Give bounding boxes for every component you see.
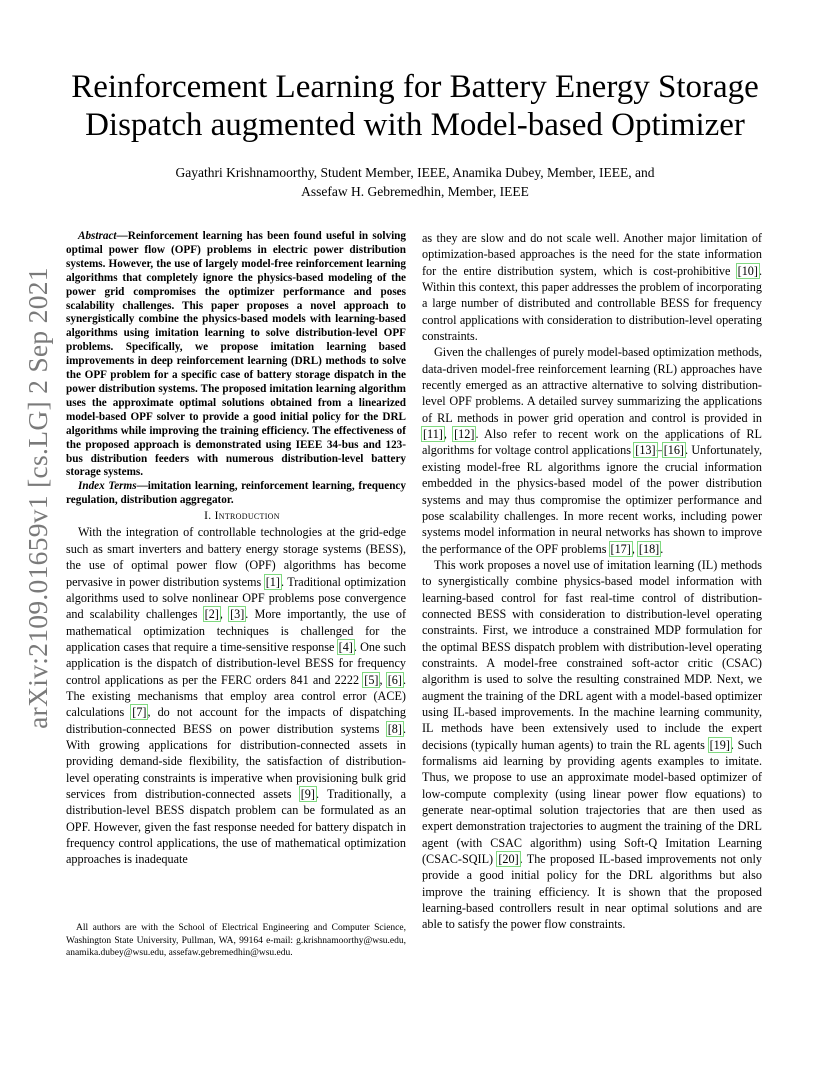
section-heading-introduction: I. Introduction bbox=[204, 510, 280, 523]
index-terms bbox=[66, 480, 406, 508]
citation-link[interactable]: [19] bbox=[709, 737, 730, 752]
paragraph-text: . Such formalisms aid learning by providing agents examples to imitate. Thus, we propose to use an approximate model-based optimizer of low-compute complexity (using linear power flow equations) to generate near-optimal solution trajectories that are then used as expert demonstration trajectories to augment the training of the DRL agent (with CSAC algorithm) using Soft-Q Imitation Learning (CSAC-SQIL) bbox=[422, 737, 762, 867]
paragraph-text: , bbox=[443, 427, 454, 442]
footnote-text: All authors are with the School of Electrical Engineering and Computer Science, Washington State University, Pullman, WA, 99164 e-mail: g.krishnamoorthy@wsu.edu, anamika.dubey@wsu.edu, assefaw.gebremedhin@wsu.edu. bbox=[66, 923, 406, 958]
citation-link[interactable]: [18] bbox=[638, 541, 660, 556]
citation-link[interactable]: [12] bbox=[454, 427, 475, 442]
title-line-1: Reinforcement Learning for Battery Energy Storage bbox=[71, 69, 759, 105]
abstract-label: Abstract bbox=[78, 230, 117, 242]
paragraph-text: With the integration of controllable technologies at the grid-edge such as smart inverters and battery energy storage systems (BESS), the use of optimal power flow (OPF) algorithms has become pervasive in power distribution systems bbox=[66, 525, 406, 589]
intro-paragraph-1 bbox=[66, 524, 406, 867]
index-terms-text: —imitation learning, reinforcement learning, frequency regulation, distribution aggregator. bbox=[66, 480, 406, 507]
intro-paragraph-2 bbox=[422, 344, 762, 556]
abstract bbox=[66, 230, 406, 480]
citation-link[interactable]: [9] bbox=[300, 786, 315, 801]
title-line-2: Dispatch augmented with Model-based Optimizer bbox=[85, 107, 745, 143]
citation-link[interactable]: [1] bbox=[265, 574, 280, 589]
citation-link[interactable]: [13] bbox=[635, 443, 656, 458]
right-column bbox=[422, 230, 762, 933]
paragraph-text: . One such application is the dispatch of distribution-level BESS for frequency control applications as per the FERC orders 841 and 2222 bbox=[66, 639, 406, 687]
authors-line-2: Assefaw H. Gebremedhin, Member, IEEE bbox=[301, 184, 529, 199]
citation-link[interactable]: [10] bbox=[737, 263, 758, 278]
paragraph-text: as they are slow and do not scale well. Another major limitation of optimization-based approaches is the need for the state information for the entire distribution system, which is cost-prohibitive bbox=[422, 231, 762, 278]
authors-line-1: Gayathri Krishnamoorthy, Student Member, IEEE, Anamika Dubey, Member, IEEE, and bbox=[175, 165, 655, 180]
citation-link[interactable]: [17] bbox=[610, 541, 631, 556]
arxiv-identifier: arXiv:2109.01659v1 [cs.LG] 2 Sep 2021 bbox=[22, 267, 53, 729]
citation-link[interactable]: [6] bbox=[387, 672, 402, 687]
paragraph-text: . Unfortunately, existing model-free RL algorithms ignore the crucial information embedded in the physics-based model of the power distribution systems and may thus compromise the optimizer performance and pose scalability challenges. In more recent works, including power systems model information in neural networks has shown to improve the performance of the OPF problems bbox=[422, 443, 762, 556]
paragraph-text: . The existing mechanisms that employ area control error (ACE) calculations bbox=[66, 672, 407, 720]
abstract-text: —Reinforcement learning has been found useful in solving optimal power flow (OPF) problems in electric power distribution systems. However, the use of largely model-free reinforcement learning algorithms that completely ignore the physics-based modeling of the power grid compromises the optimizer performance and poses scalability challenges. This paper proposes a novel approach to synergistically combine the physics-based models with learning-based algorithms using imitation learning to solve distribution-level OPF problems. Specifically, we propose imitation learning based improvements in deep reinforcement learning (DRL) methods to solve the OPF problem for a specific case of battery storage dispatch in the power distribution systems. The proposed imitation learning algorithm uses the approximate optimal solutions obtained from a linearized model-based OPF solver to provide a good initial policy for the DRL algorithms while improving the training efficiency. The effectiveness of the proposed approach is demonstrated using IEEE 34-bus and 123-bus distribution feeders with numerous distribution-level battery storage systems. bbox=[66, 230, 406, 479]
citation-link[interactable]: [7] bbox=[132, 705, 147, 720]
author-list bbox=[60, 163, 770, 201]
paragraph-text: , bbox=[219, 607, 230, 622]
paragraph-text: . Within this context, this paper addresses the problem of incorporating a large number of distributed and controllable BESS for frequency control applications with consideration to distribution-level operating constraints. bbox=[422, 263, 762, 344]
citation-link[interactable]: [4] bbox=[338, 639, 353, 654]
index-terms-label: Index Terms bbox=[78, 480, 137, 493]
paragraph-text: . Also refer to recent work on the applications of RL algorithms for voltage control applications bbox=[422, 427, 762, 458]
paragraph-text: . More importantly, the use of mathematical optimization techniques is challenged for the application cases that require a time-sensitive response bbox=[66, 607, 407, 654]
intro-paragraph-1-continued bbox=[422, 230, 762, 344]
paragraph-text: , bbox=[379, 672, 387, 687]
paragraph-text: . The proposed IL-based improvements not only provide a good initial policy for the DRL algorithms but also improve the training efficiency. It is shown that the proposed learning-based controllers result in near optimal solutions and are able to satisfy the power flow constraints. bbox=[422, 852, 762, 932]
citation-link[interactable]: [8] bbox=[387, 721, 402, 736]
paragraph-text: , do not account for the impacts of dispatching distribution-connected BESS on power distribution systems bbox=[66, 705, 406, 736]
citation-link[interactable]: [2] bbox=[204, 607, 219, 622]
paragraph-text: , bbox=[631, 541, 638, 556]
paragraph-text: . Traditionally, a distribution-level BESS dispatch problem can be formulated as an OPF. However, given the fast response needed for battery dispatch in frequency control applications, the use of mathematical optimization approaches is inadequate bbox=[66, 786, 406, 867]
citation-link[interactable]: [5] bbox=[364, 672, 379, 687]
left-column bbox=[66, 230, 406, 868]
citation-link[interactable]: [3] bbox=[230, 607, 245, 622]
citation-link[interactable]: [20] bbox=[498, 852, 519, 867]
paragraph-text: Given the challenges of purely model-based optimization methods, data-driven model-free reinforcement learning (RL) approaches have recently emerged as an attractive alternative to solving distribution-level OPF problems. A detailed survey summarizing the applications of RL methods in power grid operation and control is provided in bbox=[422, 345, 762, 425]
citation-link[interactable]: [16] bbox=[663, 443, 684, 458]
paragraph-text: This work proposes a novel use of imitation learning (IL) methods to synergistically combine physics-based model information with learning-based control for fast real-time control of distribution-connected BESS with consideration to distribution-level operating constraints. First, we introduce a constrained MDP formulation for the optimal BESS dispatch problem with distribution-level operating constraints. A model-free constrained soft-actor critic (CSAC) algorithm is used to solve the resulting constrained MDP. Next, we augment the training of the DRL agent with a model-based optimizer using IL-based improvements. In the machine learning community, IL methods have been extensively used to include the expert decisions (typically human agents) to train the RL agents bbox=[422, 557, 762, 752]
paper-title bbox=[40, 68, 790, 144]
intro-paragraph-3 bbox=[422, 557, 762, 933]
citation-link[interactable]: [11] bbox=[423, 427, 443, 442]
paragraph-text: – bbox=[656, 443, 663, 458]
paragraph-text: . bbox=[660, 541, 664, 556]
author-footnote bbox=[66, 922, 406, 960]
paragraph-text: . With growing applications for distribution-connected assets in providing demand-side flexibility, the satisfaction of distribution-level operating constraints is imperative when provisioning bulk grid services from distribution-connected assets bbox=[66, 721, 406, 801]
paragraph-text: . Traditional optimization algorithms used to solve nonlinear OPF problems pose convergence and scalability challenges bbox=[66, 574, 406, 622]
